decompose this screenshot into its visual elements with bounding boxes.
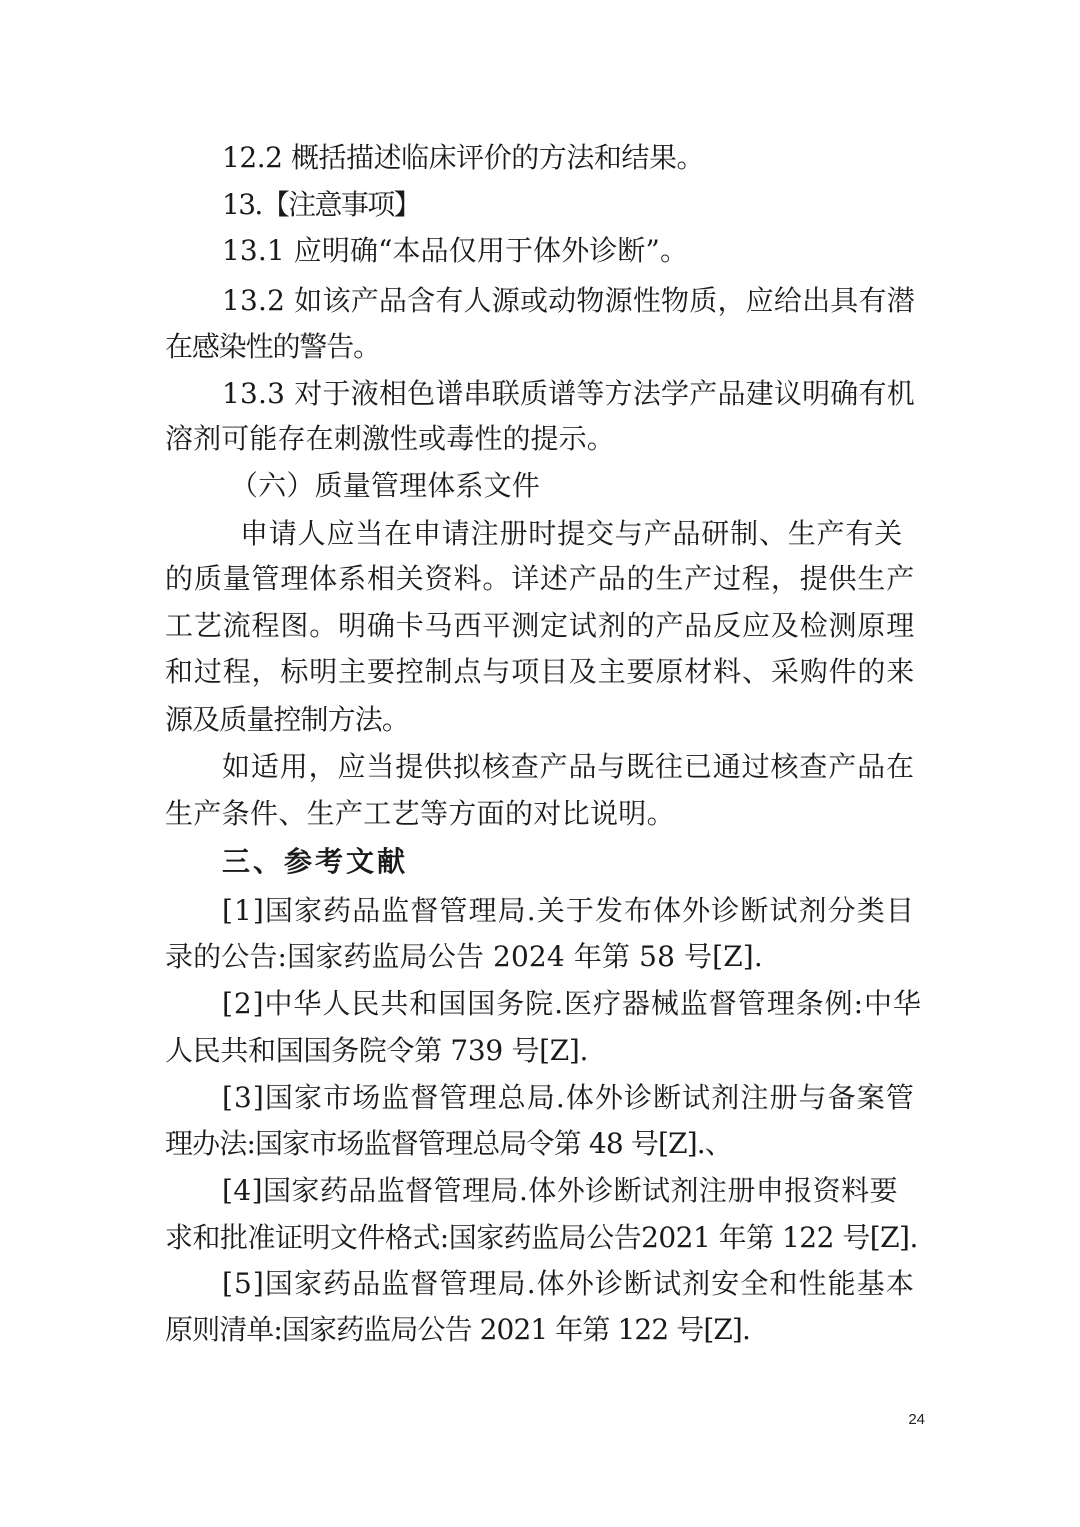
- text-line: 录的公告:国家药监局公告 2024 年第 58 号[Z].: [165, 940, 763, 973]
- text-line: 12.2 概括描述临床评价的方法和结果。: [222, 141, 705, 174]
- text-line: 申请人应当在申请注册时提交与产品研制、生产有关: [240, 517, 904, 550]
- text-line: 在感染性的警告。: [165, 330, 380, 363]
- text-line: 三、参考文献: [222, 845, 409, 878]
- text-line: 工艺流程图。明确卡马西平测定试剂的产品反应及检测原理: [165, 609, 916, 642]
- text-line: [4]国家药品监督管理局.体外诊断试剂注册申报资料要: [222, 1174, 899, 1207]
- page-number: 24: [908, 1411, 925, 1428]
- text-line: 求和批准证明文件格式:国家药监局公告2021 年第 122 号[Z].: [165, 1221, 918, 1254]
- text-line: 如适用，应当提供拟核查产品与既往已通过核查产品在: [222, 750, 915, 783]
- text-line: [1]国家药品监督管理局.关于发布体外诊断试剂分类目: [222, 894, 915, 927]
- text-line: [5]国家药品监督管理局.体外诊断试剂安全和性能基本: [222, 1267, 915, 1300]
- text-line: 13.1 应明确“本品仅用于体外诊断”。: [222, 234, 689, 267]
- text-line: 和过程，标明主要控制点与项目及主要原材料、采购件的来: [165, 655, 916, 688]
- text-line: （六）质量管理体系文件: [230, 469, 540, 502]
- text-line: 生产条件、生产工艺等方面的对比说明。: [165, 797, 675, 830]
- text-line: 13.2 如该产品含有人源或动物源性物质，应给出具有潜: [222, 284, 915, 317]
- text-line: 溶剂可能存在刺激性或毒性的提示。: [165, 422, 615, 455]
- text-line: 的质量管理体系相关资料。详述产品的生产过程，提供生产: [165, 562, 916, 595]
- text-line: 理办法:国家市场监督管理总局令第 48 号[Z].、: [165, 1127, 732, 1160]
- text-line: 人民共和国国务院令第 739 号[Z].: [165, 1034, 589, 1067]
- text-line: [2]中华人民共和国国务院.医疗器械监督管理条例:中华: [222, 987, 922, 1020]
- text-line: 源及质量控制方法。: [165, 703, 409, 736]
- text-line: [3]国家市场监督管理总局.体外诊断试剂注册与备案管: [222, 1081, 915, 1114]
- text-line: 13.【注意事项】: [222, 188, 421, 221]
- text-line: 原则清单:国家药监局公告 2021 年第 122 号[Z].: [165, 1313, 750, 1346]
- text-line: 13.3 对于液相色谱串联质谱等方法学产品建议明确有机: [222, 377, 915, 410]
